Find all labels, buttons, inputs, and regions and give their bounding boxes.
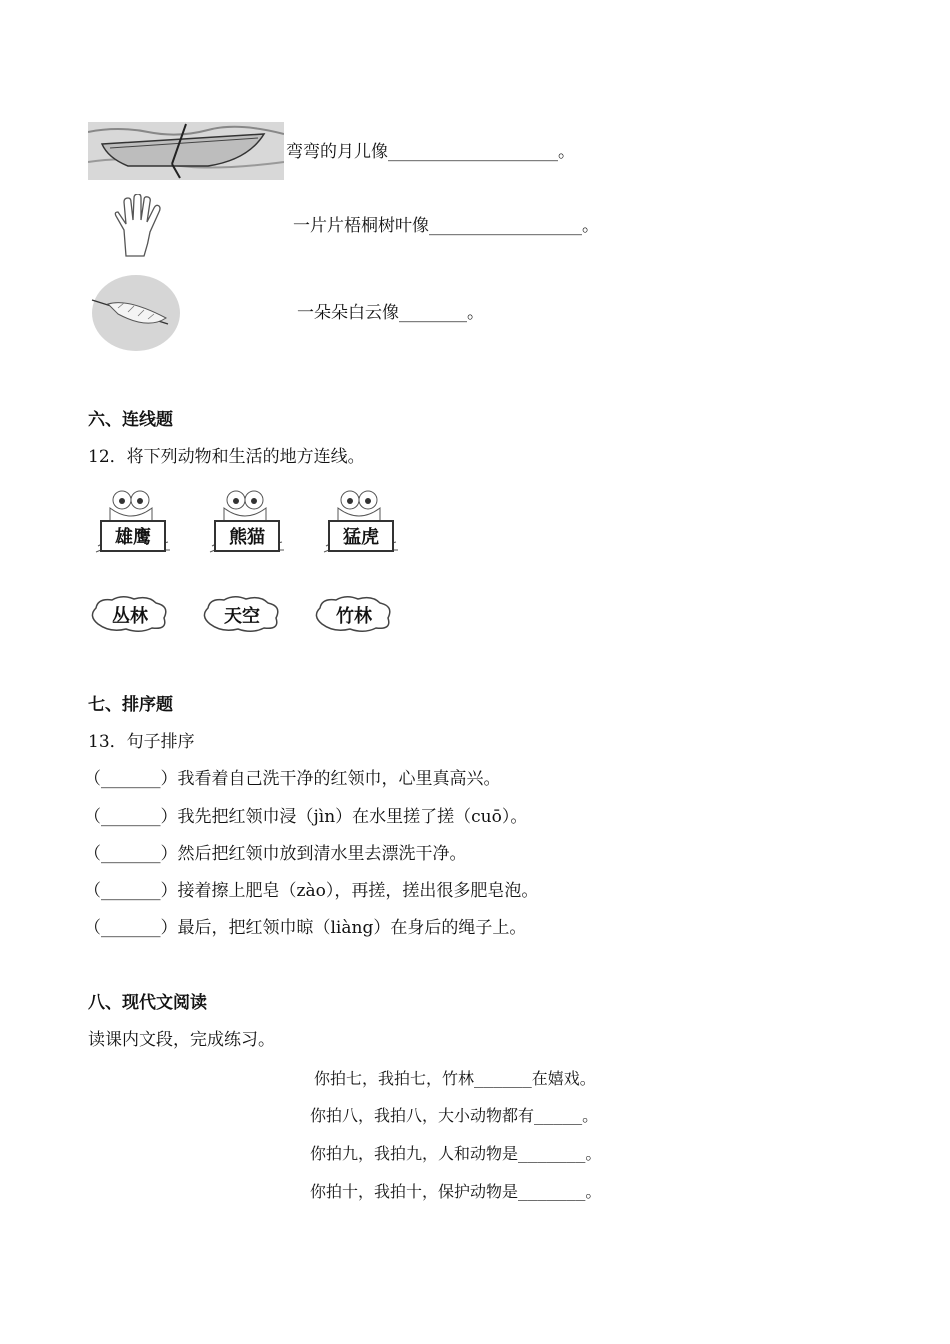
- place-cloud-bamboo: [312, 594, 396, 634]
- poem-line-4: 你拍十，我拍十，保护动物是_______。: [310, 1182, 602, 1201]
- sentence-2: （_______）我先把红领巾浸（jìn）在水里搓了搓（cuō）。: [84, 807, 528, 827]
- animal-label: 猛虎: [328, 520, 394, 552]
- boat-picture: [88, 122, 284, 180]
- place-label: 竹林: [336, 606, 372, 627]
- sentence-3: （_______）然后把红领巾放到清水里去漂洗干净。: [84, 844, 467, 864]
- poem-line-3: 你拍九，我拍九，人和动物是_______。: [310, 1144, 602, 1163]
- section-7-heading: 七、排序题: [88, 695, 173, 715]
- place-label: 丛林: [112, 606, 148, 627]
- feather-picture: [88, 274, 180, 352]
- question-12: 12．将下列动物和生活的地方连线。: [88, 447, 365, 467]
- poem-line-1: 你拍七，我拍七，竹林______在嬉戏。: [314, 1069, 596, 1088]
- reading-intro: 读课内文段，完成练习。: [88, 1030, 275, 1050]
- place-cloud-jungle: [88, 594, 172, 634]
- sentence-4: （_______）接着擦上肥皂（zào），再搓，搓出很多肥皂泡。: [84, 881, 539, 901]
- animal-label: 熊猫: [214, 520, 280, 552]
- animal-card-tiger: [316, 488, 406, 560]
- sentence-5: （_______）最后，把红领巾晾（liàng）在身后的绳子上。: [84, 918, 527, 938]
- sentence-1: （_______）我看着自己洗干净的红领巾，心里真高兴。: [84, 769, 501, 789]
- hand-picture: [112, 194, 162, 260]
- animal-card-eagle: [88, 488, 178, 560]
- simile-line-1: 弯弯的月儿像____________________。: [286, 142, 575, 162]
- simile-line-2: 一片片梧桐树叶像__________________。: [293, 216, 599, 236]
- place-cloud-sky: [200, 594, 284, 634]
- place-label: 天空: [224, 606, 260, 627]
- section-6-heading: 六、连线题: [88, 410, 173, 430]
- poem-line-2: 你拍八，我拍八，大小动物都有_____。: [310, 1106, 599, 1125]
- animal-label: 雄鹰: [100, 520, 166, 552]
- simile-line-3: 一朵朵白云像________。: [297, 303, 484, 323]
- question-13: 13．句子排序: [88, 732, 195, 752]
- section-8-heading: 八、现代文阅读: [88, 993, 207, 1013]
- animal-card-panda: [202, 488, 292, 560]
